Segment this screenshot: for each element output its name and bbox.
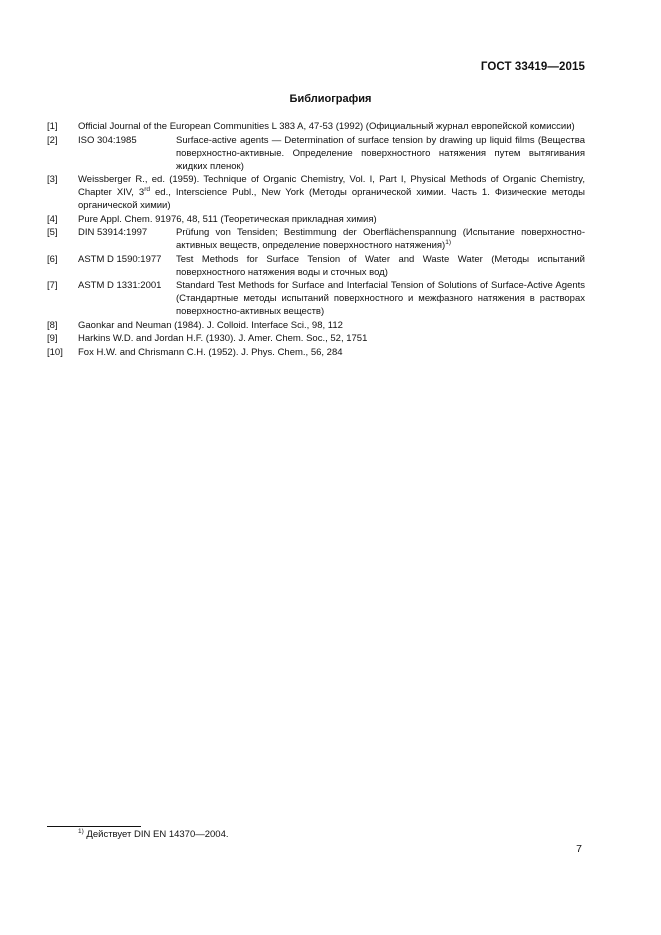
entry-text: Gaonkar and Neuman (1984). J. Colloid. Interface Sci., 98, 112 [78, 319, 343, 331]
entry-number: [6] [47, 253, 58, 265]
bib-entry-3 [47, 173, 585, 212]
entry-text: Surface-active agents — Determination of surface tension by drawing up liquid films (Вещества поверхностно-активные. Определение поверхностного натяжения путем вытягивания жидких пленок) [176, 134, 585, 172]
standard-code: ГОСТ 33419—2015 [480, 61, 585, 73]
bib-entry-4 [47, 213, 585, 226]
footnote-ref[interactable]: 1) [445, 238, 451, 246]
entry-number: [8] [47, 319, 58, 331]
entry-code: ASTM D 1590:1977 [78, 253, 162, 265]
entry-number: [4] [47, 213, 58, 225]
entry-text: Harkins W.D. and Jordan H.F. (1930). J. Amer. Chem. Soc., 52, 1751 [78, 333, 368, 344]
bib-entry-1 [47, 120, 585, 133]
entry-text: Prüfung von Tensiden; Bestimmung der Oberflächenspannung (Испытание поверхностно-активных веществ, определение поверхностного натяжения)$^{1)}$ [176, 227, 585, 251]
bib-entry-2 [47, 134, 585, 173]
footnote-divider [47, 826, 141, 827]
entry-number: [1] [47, 121, 58, 132]
bib-entry-7 [47, 279, 585, 318]
entry-number: [3] [47, 174, 58, 185]
entry-text: Fox H.W. and Chrismann C.H. (1952). J. Phys. Chem., 56, 284 [78, 346, 343, 358]
entry-number: [5] [47, 227, 58, 238]
entry-code: ASTM D 1331:2001 [78, 280, 162, 291]
bib-entry-10 [47, 346, 585, 359]
entry-text: Weissberger R., ed. (1959). Technique of Organic Chemistry, Vol. I, Part I, Physical Methods of Organic Chemistry, Chapter XIV, 3rd ed., Interscience Publ., New York (Методы органической химии. Часть 1. Физические методы органической химии) [78, 174, 585, 211]
entry-code: DIN 53914:1997 [78, 227, 148, 238]
superscript: rd [144, 185, 150, 193]
bib-entry-9 [47, 332, 585, 345]
footnote-text: Действует DIN EN 14370—2004. [83, 829, 229, 840]
footnote-marker: 1) [78, 827, 84, 835]
bib-entry-6 [47, 253, 585, 279]
entry-text: Standard Test Methods for Surface and Interfacial Tension of Solutions of Surface-Active Agents (Стандартные методы испытаний поверхностного и межфазного натяжения в растворах поверхностно-активных веществ) [176, 280, 585, 317]
entry-text: Test Methods for Surface Tension of Water and Waste Water (Методы испытаний поверхностного натяжения воды и сточных вод) [176, 253, 585, 278]
entry-text: Official Journal of the European Communities L 383 A, 47-53 (1992) (Официальный журнал европейской комиссии) [78, 121, 575, 132]
entry-number: [7] [47, 280, 58, 291]
page-number: 7 [576, 843, 582, 855]
entry-text: Pure Appl. Chem. 91976, 48, 511 (Теоретическая прикладная химия) [78, 213, 377, 225]
entry-number: [10] [47, 346, 63, 358]
bibliography-title: Библиография [289, 93, 372, 105]
bib-entry-5 [47, 226, 585, 252]
bibliography-list [47, 120, 585, 359]
bib-entry-8 [47, 319, 585, 332]
entry-code: ISO 304:1985 [78, 134, 137, 146]
footnote [78, 829, 229, 840]
entry-number: [9] [47, 333, 58, 344]
entry-number: [2] [47, 134, 58, 146]
